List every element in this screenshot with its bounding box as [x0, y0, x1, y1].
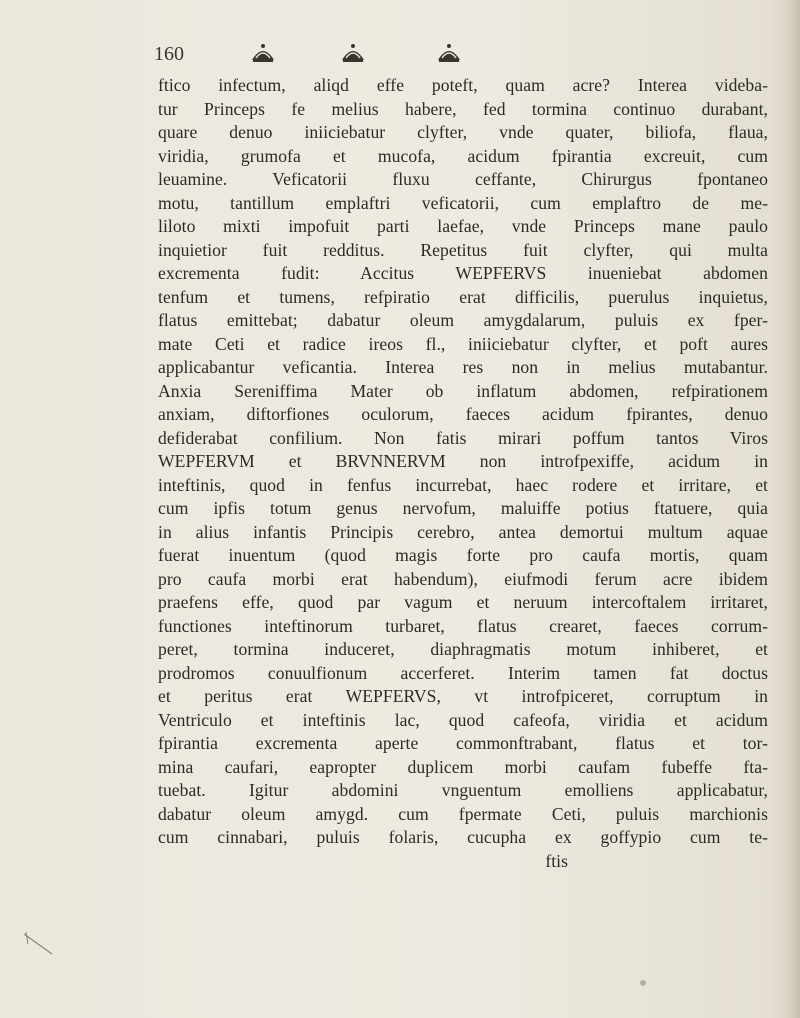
page-header — [150, 40, 610, 68]
text-line: dabatur oleum amygd. cum fpermate Ceti, puluis marchionis — [158, 803, 768, 824]
text-line: fuerat inuentum (quod magis forte pro caufa mortis, quam — [158, 545, 768, 565]
text-line: defiderabat confilium. Non fatis mirari poffum tantos Viros — [158, 427, 768, 448]
text-line: inquietior fuit redditus. Repetitus fuit clyfter, qui multa — [158, 239, 768, 260]
text-line: tuebat. Igitur abdomini vnguentum emolliens applicabatur, — [158, 780, 768, 800]
pencil-mark-icon — [22, 930, 56, 956]
text-line: mina caufari, eapropter duplicem morbi caufam fubeffe fta- — [158, 756, 768, 777]
page-number: 160 — [154, 43, 184, 65]
text-line: peret, tormina induceret, diaphragmatis motum inhiberet, et — [158, 639, 768, 659]
text-line: WEPFERVM et BRVNNERVM non introfpexiffe, acidum in — [158, 451, 768, 471]
text-line: Ventriculo et inteftinis lac, quod cafeofa, viridia et acidum — [158, 709, 768, 730]
text-line: quare denuo iniiciebatur clyfter, vnde quater, biliofa, flaua, — [158, 122, 768, 142]
text-line: pro caufa morbi erat habendum), eiufmodi ferum acre ibidem — [158, 568, 768, 589]
text-line: tenfum et tumens, refpiratio erat difficilis, puerulus inquietus, — [158, 286, 768, 307]
text-line: praefens effe, quod par vagum et neruum intercoftalem irritaret, — [158, 592, 768, 612]
text-line: liloto mixti impofuit parti laefae, vnde Princeps mane paulo — [158, 216, 768, 236]
text-line: excrementa fudit: Accitus WEPFERVS inueniebat abdomen — [158, 263, 768, 283]
text-line: functiones inteftinorum turbaret, flatus crearet, faeces corrum- — [158, 615, 768, 636]
page-gutter-shadow — [786, 0, 800, 1018]
text-line: flatus emittebat; dabatur oleum amygdalarum, puluis ex fper- — [158, 310, 768, 330]
text-line: applicabantur veficantia. Interea res non in melius mutabantur. — [158, 357, 768, 377]
text-line: in alius infantis Principis cerebro, antea demortui multum aquae — [158, 521, 768, 542]
text-line: inteftinis, quod in fenfus incurrebat, haec rodere et irritare, et — [158, 474, 768, 495]
printer-ornament-icon — [436, 40, 462, 64]
text-line: anxiam, diftorfiones oculorum, faeces acidum fpirantes, denuo — [158, 404, 768, 424]
text-line: leuamine. Veficatorii fluxu ceffante, Chirurgus fpontaneo — [158, 169, 768, 189]
text-line: tur Princeps fe melius habere, fed tormina continuo durabant, — [158, 98, 768, 119]
ink-spot — [640, 980, 646, 986]
text-line: ftico infectum, aliqd effe poteft, quam acre? Interea videba- — [158, 75, 768, 95]
text-line: cum cinnabari, puluis folaris, cucupha ex goffypio cum te- — [158, 827, 768, 847]
body-text — [158, 74, 768, 873]
text-line: fpirantia excrementa aperte commonftrabant, flatus et tor- — [158, 733, 768, 753]
text-line: et peritus erat WEPFERVS, vt introfpiceret, corruptum in — [158, 686, 768, 706]
printer-ornament-icon — [340, 40, 366, 64]
printer-ornament-icon — [250, 40, 276, 64]
text-line: prodromos conuulfionum accerferet. Interim tamen fat doctus — [158, 662, 768, 683]
catchword: ftis — [545, 850, 568, 871]
text-line: Anxia Sereniffima Mater ob inflatum abdomen, refpirationem — [158, 380, 768, 401]
text-line: cum ipfis totum genus nervofum, maluiffe potius ftatuere, quia — [158, 498, 768, 518]
text-line: mate Ceti et radice ireos fl., iniiciebatur clyfter, et poft aures — [158, 333, 768, 354]
text-line: viridia, grumofa et mucofa, acidum fpirantia excreuit, cum — [158, 145, 768, 166]
text-line: motu, tantillum emplaftri veficatorii, cum emplaftro de me- — [158, 192, 768, 213]
